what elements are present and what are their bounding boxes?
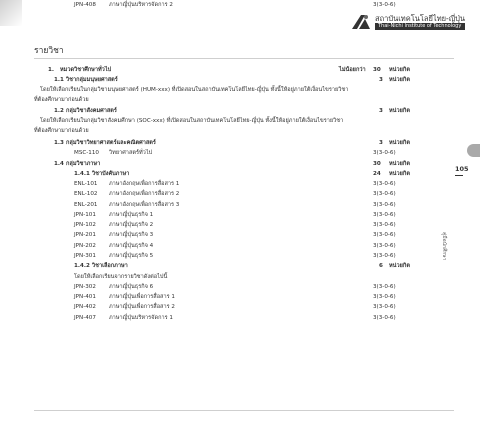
course-code: ENL-201 — [74, 202, 98, 208]
course-code: JPN-301 — [74, 253, 96, 259]
credit-count: 3 — [379, 77, 383, 83]
course-name: ภาษาอังกฤษเพื่อการสื่อสาร 2 — [109, 191, 180, 197]
course-name: ภาษาญี่ปุ่นเพื่อการสื่อสาร 1 — [109, 294, 175, 300]
credit-count: 24 — [373, 171, 381, 177]
course-code: JPN-407 — [74, 315, 96, 321]
course-code: ENL-101 — [74, 181, 98, 187]
page-title: รายวิชา — [34, 46, 64, 56]
course-row — [34, 251, 454, 261]
credit-unit: หน่วยกิต — [389, 67, 410, 73]
page-number-underline — [455, 175, 463, 176]
section-row — [34, 75, 454, 85]
course-credits: 3(3-0-6) — [373, 191, 396, 197]
course-name: ภาษาอังกฤษเพื่อการสื่อสาร 3 — [109, 202, 180, 208]
chapter-tab — [467, 144, 480, 157]
course-name: ภาษาญี่ปุ่นบริหารจัดการ 1 — [109, 315, 173, 321]
credit-count: 30 — [373, 161, 381, 167]
course-code: MSC-110 — [74, 150, 99, 156]
course-code: JPN-401 — [74, 294, 96, 300]
course-code: JPN-402 — [74, 304, 96, 310]
note-text: โดยให้เลือกเรียนในกลุ่มวิชามนุษยศาสตร์ (HUM-xxx) ที่เปิดสอนในสถาบันเทคโนโลยีไทย-ญี่ปุ่น ทั้งนี้ให้อยู่ภายใต้เงื่อนไขรายวิชา — [40, 87, 349, 93]
course-row — [34, 282, 454, 292]
course-credits: 3(3-0-6) — [373, 315, 396, 321]
section-row — [34, 65, 454, 75]
course-credits: 3(3-0-6) — [373, 232, 396, 238]
section-row — [34, 261, 454, 271]
course-row — [34, 200, 454, 210]
course-row — [34, 302, 454, 312]
course-credits: 3(3-0-6) — [373, 2, 396, 8]
subsection-title: วิชาเลือกภาษา — [92, 263, 128, 269]
tni-logo-icon — [350, 13, 372, 31]
course-row — [34, 292, 454, 302]
course-name: ภาษาญี่ปุ่นธุรกิจ 6 — [109, 284, 154, 290]
course-credits: 3(3-0-6) — [373, 294, 396, 300]
note-text: โดยให้เลือกเรียนจากรายวิชาดังต่อไปนี้ — [74, 274, 168, 280]
section-number: 1.1 — [54, 77, 64, 83]
page-number: 105 — [455, 165, 469, 173]
course-credits: 3(3-0-6) — [373, 150, 396, 156]
section-title: วิชากลุ่มมนุษยศาสตร์ — [66, 77, 118, 83]
note-text: ที่ต้องศึกษามาก่อนด้วย — [34, 128, 89, 134]
institute-logo — [350, 13, 465, 31]
credit-unit: หน่วยกิต — [389, 140, 410, 146]
section-title: กลุ่มวิชาสังคมศาสตร์ — [66, 108, 117, 114]
section-row — [34, 159, 454, 169]
course-credits: 3(3-0-6) — [373, 243, 396, 249]
section-row — [34, 138, 454, 148]
course-credits: 3(3-0-6) — [373, 181, 396, 187]
course-code: ENL-102 — [74, 191, 98, 197]
course-row — [34, 0, 454, 10]
course-code: JPN-201 — [74, 232, 96, 238]
section-title: หมวดวิชาศึกษาทั่วไป — [60, 67, 112, 73]
course-code: JPN-102 — [74, 222, 96, 228]
credit-unit: หน่วยกิต — [389, 77, 410, 83]
subsection-number: 1.4.2 — [74, 263, 90, 269]
course-name: วิทยาศาสตร์ทั่วไป — [109, 150, 153, 156]
subsection-title: วิชาบังคับภาษา — [92, 171, 130, 177]
course-row — [34, 313, 454, 323]
credit-unit: หน่วยกิต — [389, 263, 410, 269]
course-name: ภาษาญี่ปุ่นบริหารจัดการ 2 — [109, 2, 173, 8]
subsection-number: 1.4.1 — [74, 171, 90, 177]
course-code: JPN-408 — [74, 2, 96, 8]
section-row — [34, 106, 454, 116]
course-row — [34, 241, 454, 251]
side-label: คู่มือนักศึกษา — [441, 232, 447, 261]
course-credits: 3(3-0-6) — [373, 222, 396, 228]
course-name: ภาษาญี่ปุ่นธุรกิจ 4 — [109, 243, 154, 249]
note-row — [34, 95, 454, 105]
course-credits: 3(3-0-6) — [373, 253, 396, 259]
note-text: ที่ต้องศึกษามาก่อนด้วย — [34, 97, 89, 103]
section-title: กลุ่มวิชาวิทยาศาสตร์และคณิตศาสตร์ — [66, 140, 156, 146]
course-row — [34, 148, 454, 158]
course-credits: 3(3-0-6) — [373, 284, 396, 290]
institute-name-en: Thai-Nichi Institute of Technology — [375, 23, 465, 30]
credit-note: ไม่น้อยกว่า — [339, 67, 366, 73]
credit-count: 30 — [373, 67, 381, 73]
course-credits: 3(3-0-6) — [373, 202, 396, 208]
course-name: ภาษาญี่ปุ่นเพื่อการสื่อสาร 2 — [109, 304, 175, 310]
section-row — [34, 169, 454, 179]
credit-count: 3 — [379, 108, 383, 114]
course-row — [34, 220, 454, 230]
course-row — [34, 179, 454, 189]
section-number: 1.4 — [54, 161, 64, 167]
credit-unit: หน่วยกิต — [389, 108, 410, 114]
note-row — [34, 126, 454, 136]
page-corner-shadow — [0, 0, 22, 26]
note-row — [34, 116, 454, 126]
note-row — [34, 85, 454, 95]
note-text: โดยให้เลือกเรียนในกลุ่มวิชาสังคมศึกษา (SOC-xxx) ที่เปิดสอนในสถาบันเทคโนโลยีไทย-ญี่ปุ่น ทั้งนี้ให้อยู่ภายใต้เงื่อนไขรายวิชา — [40, 118, 344, 124]
course-credits: 3(3-0-6) — [373, 212, 396, 218]
institute-name-th: สถาบันเทคโนโลยีไทย-ญี่ปุ่น — [375, 14, 466, 23]
course-name: ภาษาญี่ปุ่นธุรกิจ 5 — [109, 253, 154, 259]
section-title: กลุ่มวิชาภาษา — [66, 161, 101, 167]
credit-count: 3 — [379, 140, 383, 146]
credit-count: 6 — [379, 263, 383, 269]
header-divider — [34, 58, 454, 59]
course-name: ภาษาญี่ปุ่นธุรกิจ 3 — [109, 232, 154, 238]
course-row — [34, 189, 454, 199]
credit-unit: หน่วยกิต — [389, 171, 410, 177]
course-name: ภาษาญี่ปุ่นธุรกิจ 2 — [109, 222, 154, 228]
course-row — [34, 230, 454, 240]
course-code: JPN-302 — [74, 284, 96, 290]
section-number: 1.2 — [54, 108, 64, 114]
course-name: ภาษาญี่ปุ่นธุรกิจ 1 — [109, 212, 154, 218]
section-number: 1. — [48, 67, 55, 73]
credit-unit: หน่วยกิต — [389, 161, 410, 167]
note-row — [34, 272, 454, 282]
footer-divider — [34, 410, 454, 411]
course-row — [34, 210, 454, 220]
course-code: JPN-202 — [74, 243, 96, 249]
course-code: JPN-101 — [74, 212, 96, 218]
course-name: ภาษาอังกฤษเพื่อการสื่อสาร 1 — [109, 181, 180, 187]
course-credits: 3(3-0-6) — [373, 304, 396, 310]
section-number: 1.3 — [54, 140, 64, 146]
